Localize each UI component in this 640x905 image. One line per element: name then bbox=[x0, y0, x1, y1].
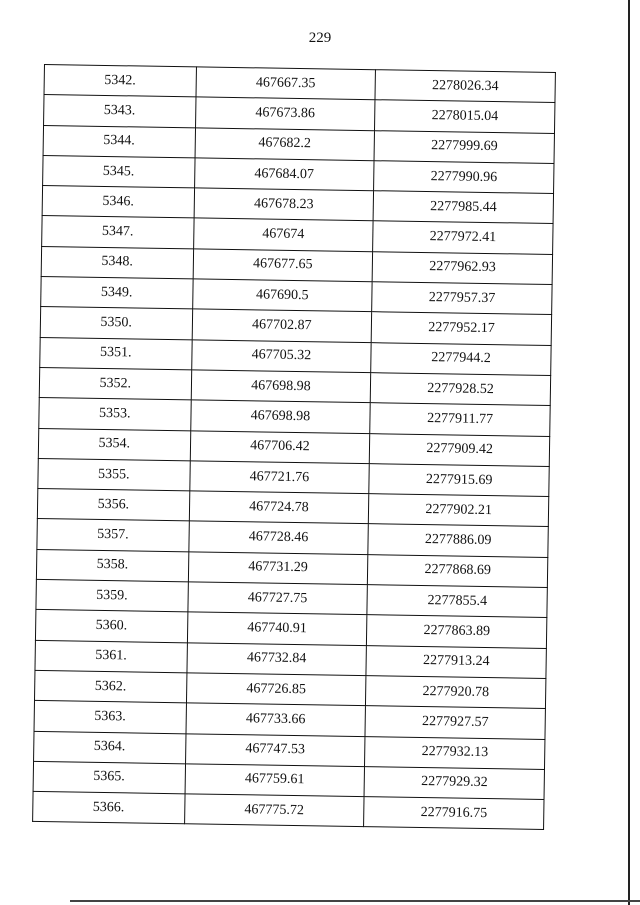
x-coordinate-cell: 467705.32 bbox=[191, 340, 371, 373]
point-number-cell: 5349. bbox=[41, 277, 193, 310]
point-number-cell: 5354. bbox=[38, 428, 190, 461]
point-number-cell: 5351. bbox=[40, 337, 192, 370]
point-number-cell: 5360. bbox=[35, 610, 187, 643]
x-coordinate-cell: 467667.35 bbox=[196, 67, 376, 100]
y-coordinate-cell: 2277902.21 bbox=[369, 494, 549, 527]
x-coordinate-cell: 467682.2 bbox=[195, 127, 375, 160]
x-coordinate-cell: 467698.98 bbox=[191, 370, 371, 403]
point-number-cell: 5358. bbox=[36, 549, 188, 582]
point-number-cell: 5356. bbox=[37, 489, 189, 522]
point-number-cell: 5355. bbox=[38, 458, 190, 491]
point-number-cell: 5359. bbox=[36, 579, 188, 612]
y-coordinate-cell: 2277868.69 bbox=[368, 554, 548, 587]
y-coordinate-cell: 2277916.75 bbox=[364, 797, 544, 830]
point-number-cell: 5347. bbox=[42, 216, 194, 249]
x-coordinate-cell: 467673.86 bbox=[195, 97, 375, 130]
y-coordinate-cell: 2277972.41 bbox=[373, 221, 553, 254]
point-number-cell: 5365. bbox=[33, 761, 185, 794]
scan-edge-right bbox=[628, 0, 630, 905]
point-number-cell: 5342. bbox=[44, 65, 196, 98]
coordinates-table bbox=[32, 64, 556, 830]
x-coordinate-cell: 467740.91 bbox=[187, 612, 367, 645]
point-number-cell: 5353. bbox=[39, 398, 191, 431]
y-coordinate-cell: 2277929.32 bbox=[364, 766, 544, 799]
x-coordinate-cell: 467726.85 bbox=[186, 673, 366, 706]
point-number-cell: 5350. bbox=[40, 307, 192, 340]
point-number-cell: 5357. bbox=[37, 519, 189, 552]
x-coordinate-cell: 467721.76 bbox=[189, 461, 369, 494]
y-coordinate-cell: 2277927.57 bbox=[365, 706, 545, 739]
x-coordinate-cell: 467684.07 bbox=[194, 158, 374, 191]
x-coordinate-cell: 467747.53 bbox=[185, 733, 365, 766]
x-coordinate-cell: 467727.75 bbox=[187, 582, 367, 615]
x-coordinate-cell: 467759.61 bbox=[185, 764, 365, 797]
y-coordinate-cell: 2277909.42 bbox=[370, 433, 550, 466]
y-coordinate-cell: 2277952.17 bbox=[371, 312, 551, 345]
x-coordinate-cell: 467733.66 bbox=[186, 703, 366, 736]
y-coordinate-cell: 2277886.09 bbox=[368, 524, 548, 557]
point-number-cell: 5345. bbox=[43, 155, 195, 188]
point-number-cell: 5344. bbox=[43, 125, 195, 158]
y-coordinate-cell: 2277915.69 bbox=[369, 464, 549, 497]
x-coordinate-cell: 467677.65 bbox=[193, 249, 373, 282]
point-number-cell: 5348. bbox=[41, 246, 193, 279]
point-number-cell: 5346. bbox=[42, 186, 194, 219]
x-coordinate-cell: 467678.23 bbox=[194, 188, 374, 221]
y-coordinate-cell: 2277920.78 bbox=[366, 676, 546, 709]
y-coordinate-cell: 2277990.96 bbox=[374, 161, 554, 194]
point-number-cell: 5352. bbox=[39, 367, 191, 400]
coordinates-table-body bbox=[33, 65, 556, 830]
y-coordinate-cell: 2277932.13 bbox=[365, 736, 545, 769]
y-coordinate-cell: 2277962.93 bbox=[372, 251, 552, 284]
x-coordinate-cell: 467728.46 bbox=[188, 521, 368, 554]
y-coordinate-cell: 2277944.2 bbox=[371, 342, 551, 375]
y-coordinate-cell: 2277928.52 bbox=[370, 373, 550, 406]
point-number-cell: 5362. bbox=[34, 670, 186, 703]
point-number-cell: 5366. bbox=[33, 792, 185, 825]
x-coordinate-cell: 467702.87 bbox=[192, 309, 372, 342]
x-coordinate-cell: 467674 bbox=[193, 218, 373, 251]
x-coordinate-cell: 467706.42 bbox=[190, 430, 370, 463]
x-coordinate-cell: 467731.29 bbox=[188, 552, 368, 585]
y-coordinate-cell: 2277911.77 bbox=[370, 403, 550, 436]
y-coordinate-cell: 2277985.44 bbox=[373, 191, 553, 224]
scan-edge-bottom bbox=[70, 900, 640, 902]
x-coordinate-cell: 467724.78 bbox=[189, 491, 369, 524]
y-coordinate-cell: 2278015.04 bbox=[375, 100, 555, 133]
y-coordinate-cell: 2278026.34 bbox=[375, 70, 555, 103]
x-coordinate-cell: 467732.84 bbox=[187, 642, 367, 675]
y-coordinate-cell: 2277957.37 bbox=[372, 282, 552, 315]
x-coordinate-cell: 467775.72 bbox=[184, 794, 364, 827]
y-coordinate-cell: 2277913.24 bbox=[366, 645, 546, 678]
x-coordinate-cell: 467690.5 bbox=[192, 279, 372, 312]
y-coordinate-cell: 2277855.4 bbox=[367, 585, 547, 618]
point-number-cell: 5363. bbox=[34, 701, 186, 734]
page-number: 229 bbox=[308, 30, 332, 46]
point-number-cell: 5364. bbox=[34, 731, 186, 764]
point-number-cell: 5361. bbox=[35, 640, 187, 673]
point-number-cell: 5343. bbox=[44, 95, 196, 128]
x-coordinate-cell: 467698.98 bbox=[190, 400, 370, 433]
y-coordinate-cell: 2277999.69 bbox=[374, 130, 554, 163]
y-coordinate-cell: 2277863.89 bbox=[367, 615, 547, 648]
